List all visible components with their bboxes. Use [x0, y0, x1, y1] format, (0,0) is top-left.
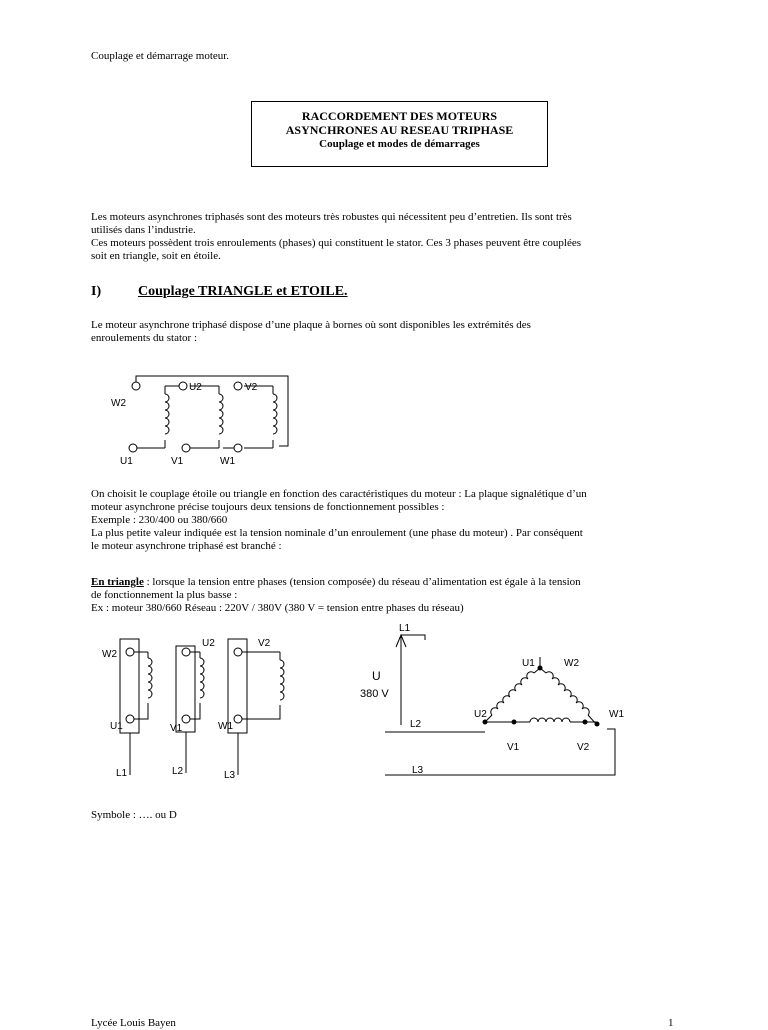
intro-line-2: utilisés dans l’industrie. [91, 224, 196, 236]
u2-node [483, 720, 488, 725]
terminal-plate-diagram [108, 372, 298, 472]
label-v2: V2 [245, 382, 258, 393]
plaque-line-1: Le moteur asynchrone triphasé dispose d’une plaque à bornes où sont disponibles les extrémités des [91, 319, 531, 331]
section-heading [91, 285, 348, 298]
triangle-schematic-diagram [360, 622, 635, 782]
label-l1: L1 [399, 623, 411, 634]
triangle-line-2: de fonctionnement la plus basse : [91, 589, 238, 601]
label-l1: L1 [116, 768, 128, 779]
coil-v [219, 394, 223, 434]
v1-terminal [182, 444, 190, 452]
page-header: Couplage et démarrage moteur. [91, 50, 230, 62]
coil-v [200, 658, 204, 698]
label-w2: W2 [102, 649, 117, 660]
coil-u-leads [485, 668, 540, 722]
title-subtitle: Couplage et modes de démarrages [319, 138, 480, 150]
choix-line-3: Exemple : 230/400 ou 380/660 [91, 514, 228, 526]
coil-v [530, 718, 570, 722]
coil-w-diagonal [546, 672, 589, 715]
w1-terminal [234, 444, 242, 452]
section-title: Couplage TRIANGLE et ETOILE. [138, 284, 348, 299]
choix-line-2: moteur asynchrone précise toujours deux tensions de fonctionnement possibles : [91, 501, 445, 513]
label-v1: V1 [170, 723, 183, 734]
section-number: I) [91, 284, 102, 299]
coil-u-diagonal [491, 672, 534, 715]
w2-terminal [132, 382, 140, 390]
triangle-label: En triangle [91, 576, 144, 588]
w2-terminal [126, 648, 134, 656]
label-u1: U1 [110, 721, 123, 732]
choix-line-4: La plus petite valeur indiquée est la tension nominale d’un enroulement (une phase du moteur) . Par conséquent [91, 527, 583, 539]
v2-node [583, 720, 588, 725]
v1-terminal [182, 715, 190, 723]
label-w2: W2 [111, 398, 126, 409]
u2-terminal [179, 382, 187, 390]
label-u1: U1 [522, 658, 535, 669]
triangle-paragraph [91, 576, 691, 615]
label-w1: W1 [609, 709, 624, 720]
u1-terminal [126, 715, 134, 723]
label-v2: V2 [258, 638, 271, 649]
triangle-line-3: Ex : moteur 380/660 Réseau : 220V / 380V (380 V = tension entre phases du réseau) [91, 602, 464, 614]
w1-terminal [234, 715, 242, 723]
choix-line-5: le moteur asynchrone triphasé est branché : [91, 540, 282, 552]
label-v1: V1 [507, 742, 520, 753]
triangle-line-1: : lorsque la tension entre phases (tension composée) du réseau d’alimentation est égale à la tension [143, 576, 581, 588]
footer-page-number: 1 [668, 1017, 674, 1029]
intro-line-3: Ces moteurs possèdent trois enroulements (phases) qui constituent le stator. Ces 3 phases peuvent être couplées [91, 237, 581, 249]
label-w2: W2 [564, 658, 579, 669]
label-u2: U2 [202, 638, 215, 649]
label-voltage: 380 V [360, 688, 389, 700]
u1-terminal [129, 444, 137, 452]
v2-terminal [234, 648, 242, 656]
coil-w [273, 394, 277, 434]
label-u2: U2 [189, 382, 202, 393]
footer-school: Lycée Louis Bayen [91, 1017, 176, 1029]
choix-paragraph [91, 488, 691, 553]
label-w1: W1 [220, 456, 235, 467]
coil-u [165, 394, 169, 434]
triangle-plate-diagram [100, 633, 300, 783]
v2-terminal [234, 382, 242, 390]
label-v2: V2 [577, 742, 590, 753]
label-l3: L3 [412, 765, 424, 776]
coil-w [280, 660, 284, 700]
intro-line-4: soit en triangle, soit en étoile. [91, 250, 221, 262]
label-v1: V1 [171, 456, 184, 467]
label-l2: L2 [410, 719, 422, 730]
label-u: U [372, 669, 381, 683]
u2-terminal [182, 648, 190, 656]
intro-paragraph [91, 211, 691, 263]
title-line-1: RACCORDEMENT DES MOTEURS [301, 109, 498, 123]
plaque-paragraph [91, 319, 691, 345]
v1-node [512, 720, 517, 725]
choix-line-1: On choisit le couplage étoile ou triangle en fonction des caractéristiques du moteur : La plaque signalétique d’un [91, 488, 587, 500]
coil-u [148, 658, 152, 698]
u1-w2-node [538, 666, 543, 671]
title-box [251, 101, 548, 167]
w-leads [242, 652, 280, 719]
intro-line-1: Les moteurs asynchrones triphasés sont des moteurs très robustes qui nécessitent peu d’entretien. Ils sont très [91, 211, 572, 223]
label-u2: U2 [474, 709, 487, 720]
label-u1: U1 [120, 456, 133, 467]
symbole-line: Symbole : …. ou D [91, 809, 177, 821]
l1-wire [401, 635, 425, 640]
label-l2: L2 [172, 766, 184, 777]
title-line-2: ASYNCHRONES AU RESEAU TRIPHASE [285, 123, 514, 137]
plaque-line-2: enroulements du stator : [91, 332, 198, 344]
label-l3: L3 [224, 770, 236, 781]
u-leads [134, 652, 148, 719]
coil-w-leads [540, 668, 597, 725]
w1-node [595, 722, 600, 727]
label-w1: W1 [218, 721, 233, 732]
